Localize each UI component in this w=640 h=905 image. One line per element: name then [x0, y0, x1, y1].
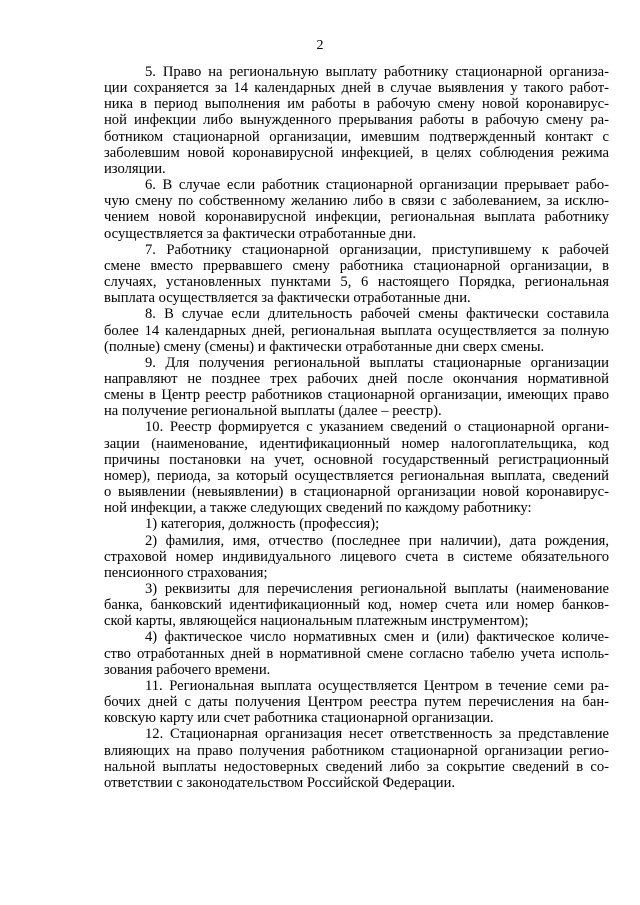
- text-line: 8. В случае если длительность рабочей смены фактически составила: [145, 306, 609, 323]
- text-line: 4) фактическое число нормативных смен и (или) фактическое количе-: [145, 629, 609, 646]
- paragraph: [104, 629, 609, 677]
- text-line: чением новой коронавирусной инфекции, региональная выплата работнику: [104, 209, 609, 226]
- text-line: смене вместо прервавшего смену работника стационарной организации, в: [104, 257, 609, 274]
- text-line: смены в Центр реестр работников стационарной организации, имеющих право: [104, 387, 609, 404]
- text-line: 9. Для получения региональной выплаты стационарные организации: [145, 354, 609, 371]
- text-line: более 14 календарных дней, региональная выплата осуществляется за полную: [104, 322, 609, 339]
- paragraph-last-line: пенсионного страхования;: [104, 564, 268, 581]
- paragraph-last-line: ской карты, являющейся национальным платежным инструментом);: [104, 613, 529, 630]
- text-line: 7. Работнику стационарной организации, приступившему к рабочей: [145, 241, 609, 258]
- paragraph-text: [104, 581, 609, 613]
- paragraph: [104, 177, 609, 242]
- paragraph-text: [104, 355, 609, 403]
- document-body: [104, 64, 609, 791]
- paragraph-last-line: ответствии с законодательством Российской Федерации.: [104, 774, 456, 791]
- paragraph: [104, 726, 609, 791]
- paragraph-text: [104, 64, 609, 161]
- text-line: страховой номер индивидуального лицевого счета в системе обязательного: [104, 548, 609, 565]
- paragraph: [104, 581, 609, 629]
- paragraph-text: [104, 419, 609, 500]
- paragraph-text: [104, 629, 609, 661]
- text-line: направляют не позднее трех рабочих дней после окончания нормативной: [104, 370, 609, 387]
- text-line: ной инфекции либо вынужденного прерывания работы в рабочую смену ра-: [104, 112, 609, 129]
- paragraph: [104, 533, 609, 581]
- text-line: 11. Региональная выплата осуществляется Центром в течение семи ра-: [145, 677, 609, 694]
- paragraph-text: [104, 678, 609, 710]
- text-line: 6. В случае если работник стационарной организации прерывает рабо-: [145, 177, 609, 194]
- paragraph: [104, 678, 609, 726]
- paragraph: [104, 419, 609, 516]
- text-line: ника в период выполнения им работы в рабочую смену новой коронавирус-: [104, 96, 609, 113]
- text-line: о выявлении (невыявлении) в стационарной организации новой коронавирус-: [104, 484, 609, 501]
- paragraph-text: [104, 306, 609, 338]
- paragraph: [104, 516, 609, 532]
- text-line: 2) фамилия, имя, отчество (последнее при наличии), дата рождения,: [145, 532, 609, 549]
- paragraph-last-line: изоляции.: [104, 160, 166, 177]
- text-line: банка, банковский идентификационный код, номер счета или номер банков-: [104, 597, 609, 614]
- paragraph-last-line: 1) категория, должность (профессия);: [145, 516, 380, 533]
- text-line: нальной выплаты недостоверных сведений либо за сокрытие сведений в со-: [104, 758, 609, 775]
- text-line: ботником стационарной организации, имевшим подтвержденный контакт с: [104, 128, 609, 145]
- paragraph-last-line: на получение региональной выплаты (далее – реестр).: [104, 403, 442, 420]
- paragraph-text: [104, 533, 609, 565]
- text-line: чую смену по собственному желанию либо в связи с заболеванием, за исклю-: [104, 193, 609, 210]
- text-line: 12. Стационарная организация несет ответственность за представление: [145, 726, 609, 743]
- text-line: 5. Право на региональную выплату работнику стационарной организа-: [145, 64, 609, 80]
- text-line: причины постановки на учет, основной государственный регистрационный: [104, 451, 609, 468]
- paragraph: [104, 64, 609, 177]
- text-line: ство отработанных дней в нормативной смене согласно табелю учета исполь-: [104, 645, 609, 662]
- page-number: 2: [316, 38, 324, 53]
- paragraph-last-line: выплата осуществляется за фактически отработанные дни.: [104, 290, 471, 307]
- text-line: бочих дней с даты получения Центром реестра путем перечисления на бан-: [104, 694, 609, 711]
- text-line: влияющих на право получения работником стационарной организации регио-: [104, 742, 609, 759]
- paragraph: [104, 306, 609, 354]
- text-line: 10. Реестр формируется с указанием сведений о стационарной органи-: [145, 419, 609, 436]
- text-line: ции сохраняется за 14 календарных дней в случае выявления у такого работ-: [104, 80, 609, 97]
- text-line: 3) реквизиты для перечисления региональной выплаты (наименование: [145, 581, 609, 597]
- text-line: случаях, установленных пунктами 5, 6 настоящего Порядка, региональная: [104, 274, 609, 291]
- text-line: заболевшим новой коронавирусной инфекцией, в целях соблюдения режима: [104, 144, 609, 161]
- paragraph-last-line: ковскую карту или счет работника стационарной организации.: [104, 710, 494, 727]
- paragraph: [104, 242, 609, 307]
- paragraph-last-line: зования рабочего времени.: [104, 661, 271, 678]
- paragraph-last-line: осуществляется за фактически отработанные дни.: [104, 225, 417, 242]
- text-line: номер), периода, за который осуществляется региональная выплата, сведений: [104, 467, 609, 484]
- paragraph-text: [104, 242, 609, 290]
- paragraph-text: [104, 177, 609, 225]
- paragraph-last-line: ной инфекции, а также следующих сведений по каждому работнику:: [104, 500, 532, 517]
- text-line: зации (наименование, идентификационный номер налогоплательщика, код: [104, 435, 609, 452]
- paragraph: [104, 355, 609, 420]
- paragraph-text: [104, 726, 609, 774]
- paragraph-last-line: (полные) смену (смены) и фактически отработанные дни сверх смены.: [104, 338, 545, 355]
